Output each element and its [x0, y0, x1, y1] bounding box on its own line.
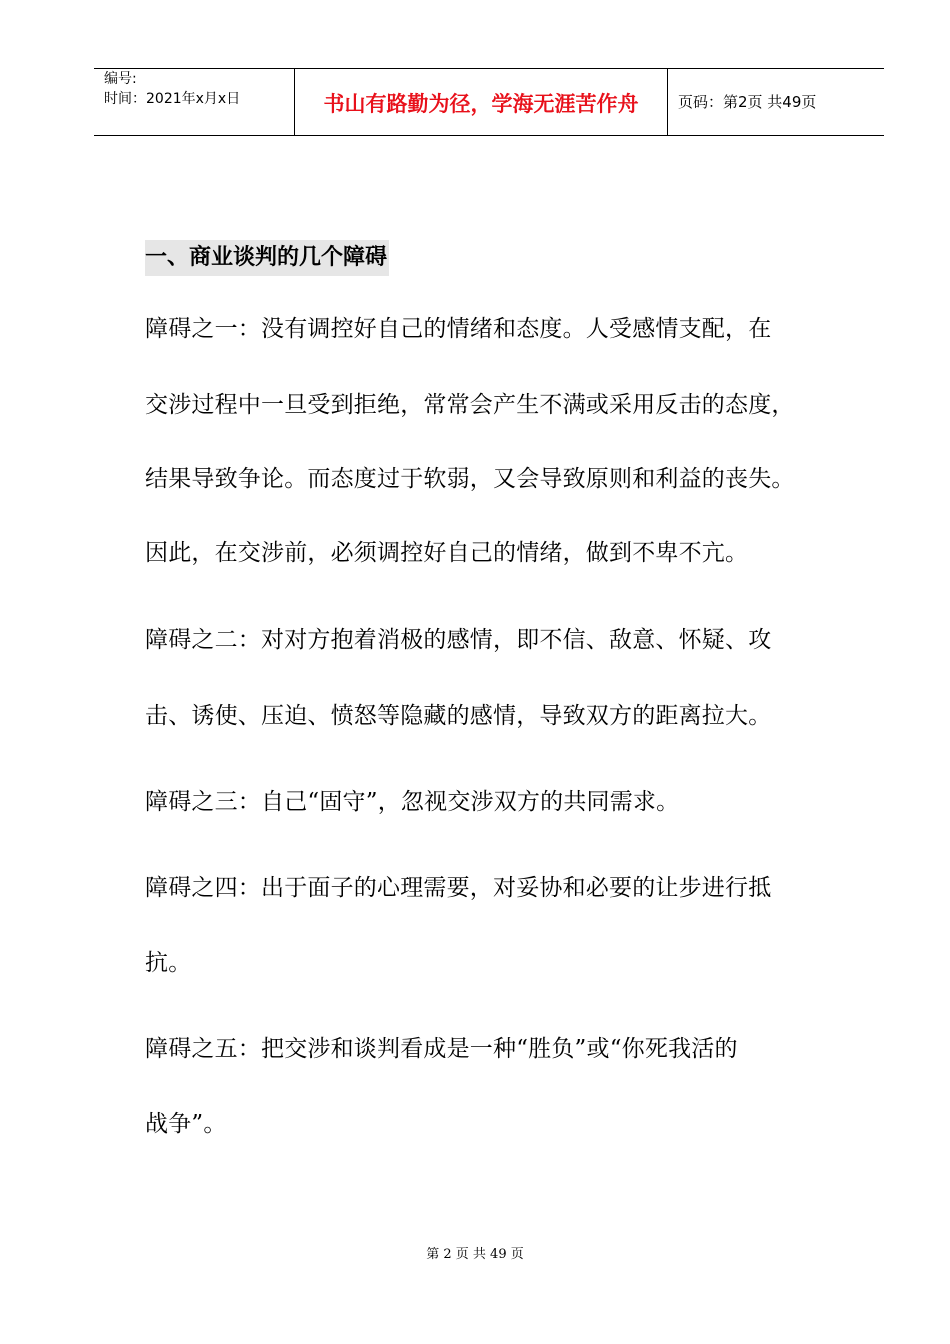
- header-motto: 书山有路勤为径，学海无涯苦作舟: [323, 91, 639, 116]
- header-table: [94, 68, 884, 136]
- page-footer: 第 2 页 共 49 页: [426, 1247, 524, 1262]
- paragraph-line: 击、诱使、压迫、愤怒等隐藏的感情，导致双方的距离拉大。: [145, 703, 772, 729]
- header-page-cell: [668, 69, 884, 135]
- header-motto-cell: [295, 69, 668, 135]
- document-time-label: 时间：2021年x月x日: [104, 91, 241, 107]
- header-meta-cell: [94, 69, 295, 135]
- paragraph-line: 障碍之二：对对方抱着消极的感情，即不信、敌意、怀疑、攻: [145, 627, 772, 653]
- paragraph-line: 交涉过程中一旦受到拒绝，常常会产生不满或采用反击的态度，: [145, 392, 795, 418]
- section-heading: 一、商业谈判的几个障碍: [145, 240, 389, 276]
- paragraph-line: 抗。: [145, 950, 192, 976]
- paragraph-line: 障碍之四：出于面子的心理需要，对妥协和必要的让步进行抵: [145, 875, 772, 901]
- paragraph-line: 障碍之一：没有调控好自己的情绪和态度。人受感情支配，在: [145, 316, 772, 342]
- paragraph-line: 障碍之三：自己“固守”，忽视交涉双方的共同需求。: [145, 789, 680, 815]
- paragraph-line: 结果导致争论。而态度过于软弱，又会导致原则和利益的丧失。: [145, 466, 795, 492]
- paragraph-line: 障碍之五：把交涉和谈判看成是一种“胜负”或“你死我活的: [145, 1036, 738, 1062]
- header-page-info: 页码：第2页 共49页: [678, 93, 817, 111]
- paragraph-line: 因此，在交涉前，必须调控好自己的情绪，做到不卑不亢。: [145, 540, 749, 566]
- paragraph-line: 战争”。: [145, 1111, 227, 1137]
- document-number-label: 编号:: [104, 71, 137, 87]
